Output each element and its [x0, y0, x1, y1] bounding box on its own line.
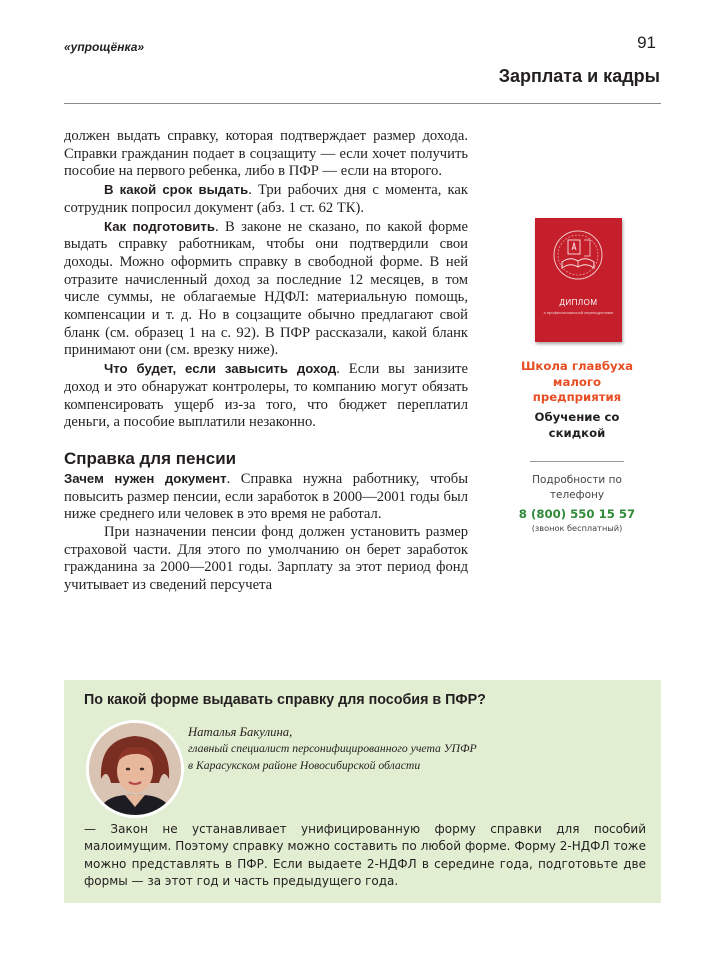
ad-phone-note: (звонок бесплатный)	[531, 523, 623, 533]
expert-position: в Карасукском районе Новосибирской области	[188, 759, 421, 772]
paragraph-text: . Три рабочих дня с момента, как сотрудник попросил документ (абз. 1 ст. 62 ТК).	[64, 182, 468, 216]
ad-divider	[530, 461, 624, 462]
book-title: ДИПЛОМ	[559, 298, 598, 307]
page-number: 91	[637, 33, 656, 52]
article-paragraph: должен выдать справку, которая подтверждает размер дохода. Справки гражданин подает в соцзащиту — если хочет получить пособие на первого ребенка, либо в ПФР — если на второго.	[64, 128, 468, 180]
paragraph-text: . Справка нужна работнику, чтобы повысить размер пенсии, если заработок в 2000—2001 годы был ниже среднего или человек в это время не работал.	[64, 470, 468, 523]
expert-avatar	[86, 720, 184, 818]
book-subtitle: о профессиональной переподготовке	[543, 310, 614, 315]
article-paragraph	[64, 470, 468, 524]
book-emblem-icon	[548, 228, 608, 284]
qa-question: По какой форме выдавать справку для пособия в ПФР?	[84, 692, 486, 708]
header-divider	[64, 103, 661, 104]
ad-phone-number[interactable]: 8 (800) 550 15 57	[518, 507, 636, 521]
run-in-heading: Как подготовить	[104, 218, 215, 234]
ad-school-title[interactable]: Школа главбуха малого предприятия	[520, 359, 634, 404]
article-paragraph	[64, 181, 468, 217]
qa-answer: — Закон не устанавливает унифицированную форму справки для пособий малоимущим. Поэтому справку можно составить по любой форме. Форму 2-НДФЛ тоже можно представлять в ПФР. Если выдаете 2-НДФЛ в середине года, подготовьте две формы — за этот год и часть предыдущего года.	[84, 822, 646, 889]
article-heading: Справка для пенсии	[64, 448, 237, 468]
run-in-heading: Зачем нужен документ	[64, 470, 227, 486]
expert-position: главный специалист персонифицированного учета УПФР	[188, 742, 477, 755]
article-column	[64, 128, 468, 595]
ad-details-text: Подробности по телефону	[532, 474, 622, 501]
expert-name-text: Наталья Бакулина	[188, 725, 290, 739]
magazine-name: «упрощёнка»	[64, 40, 145, 54]
run-in-heading: В какой срок выдать	[104, 182, 249, 198]
expert-qa-box	[64, 680, 661, 903]
diploma-book-image[interactable]	[535, 218, 622, 342]
paragraph-text: . В законе не сказано, по какой форме выдать справку работникам, чтобы они подтвердили свои доходы. Можно оформить справку в свободной форме. В ней отразите начисленный доход за последние 12 месяцев, в том числе суммы, не облагаемые НДФЛ: материальную помощь, компенсации и т. д. Но в соцзащите обычно предлагают свой бланк (см. образец 1 на с. 92). В ПФР рассказали, какой бланк принимают они (см. врезку ниже).	[64, 218, 468, 359]
paragraph-text: . Если вы занизите доход и это обнаружат контролеры, то компанию могут обязать компенсировать ущерб из-за того, что бюджет переплатил деньги, а пособие выплатили незаконно.	[64, 361, 468, 431]
expert-name: Наталья Бакулина,	[188, 725, 293, 739]
section-title: Зарплата и кадры	[498, 66, 660, 86]
ad-offer-text: Обучение со скидкой	[534, 410, 620, 440]
article-paragraph	[64, 360, 468, 432]
article-paragraph	[64, 218, 468, 361]
run-in-heading: Что будет, если завысить доход	[104, 361, 337, 377]
expert-portrait-icon	[89, 723, 181, 815]
article-paragraph: При назначении пенсии фонд должен установить размер страховой части. Для этого по умолчанию он берет заработок гражданина за 2000—2001 годы. Зарплату за этот период фонд учитывает из сведений персучета	[64, 524, 468, 594]
